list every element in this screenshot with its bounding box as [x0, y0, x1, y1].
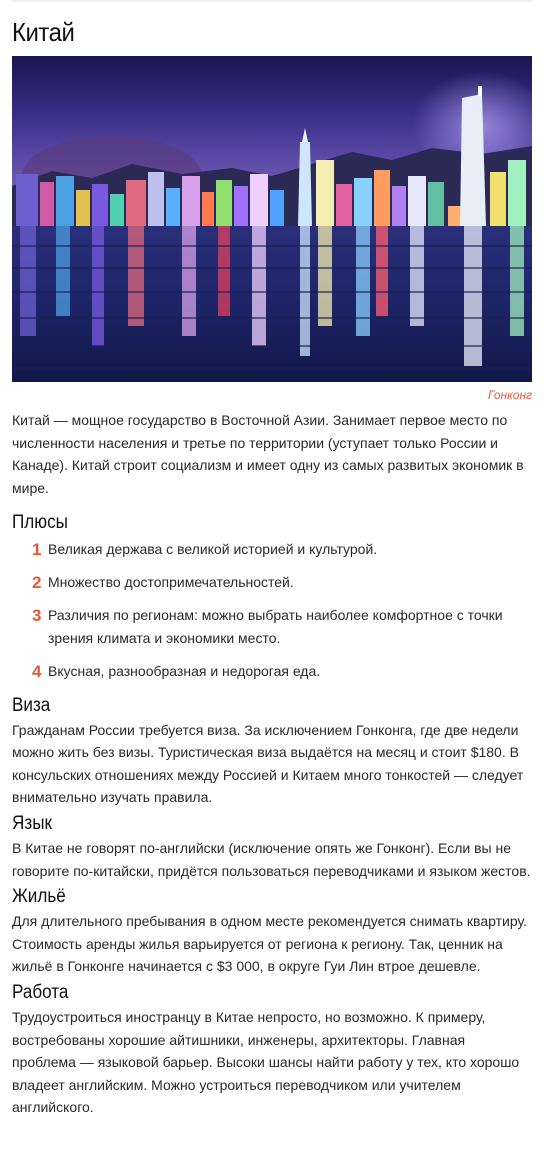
- page-title: Китай: [12, 17, 75, 47]
- section-language: [12, 811, 532, 882]
- list-item: [12, 538, 532, 561]
- list-text: Великая держава с великой историей и культурой.: [48, 541, 378, 558]
- article: [0, 2, 544, 1119]
- section-housing: [12, 884, 532, 978]
- pros-heading: Плюсы: [12, 512, 68, 534]
- section-text: В Китае не говорят по-английски (исключение опять же Гонконг). Если вы не говорите по-китайски, придётся пользоваться переводчиками и языком жестов.: [12, 839, 531, 879]
- section-heading: Виза: [12, 694, 51, 716]
- hongkong-night-photo: [12, 56, 532, 382]
- section-heading: Язык: [12, 812, 52, 834]
- list-number: 3: [32, 606, 42, 626]
- section-heading: Жильё: [12, 886, 66, 908]
- intro-paragraph: Китай — мощное государство в Восточной Азии. Занимает первое место по численности населения и третье по территории (уступает только России и Канаде). Китай строит социализм и имеет одну из самых развитых экономик в мире.: [12, 412, 524, 496]
- section-text: Гражданам России требуется виза. За исключением Гонконга, где две недели можно жить без визы. Туристическая виза выдаётся на месяц и стоит $180. В консульских отношениях между Россией и Китаем много тонкостей — следует внимательно изучать правила.: [12, 721, 524, 806]
- section-heading: Работа: [12, 981, 69, 1003]
- list-item: [12, 660, 532, 683]
- list-number: 1: [32, 540, 42, 560]
- list-text: Различия по регионам: можно выбрать наиболее комфортное с точки зрения климата и экономики место.: [48, 607, 503, 646]
- list-number: 2: [32, 573, 42, 593]
- section-text: Трудоустроиться иностранцу в Китае непросто, но возможно. К примеру, востребованы хорошие айтишники, инженеры, архитекторы. Главная проблема — языковой барьер. Высоки шансы найти работу у тех, кто хорошо владеет английским. Можно устроиться переводчиком или учителем английского.: [12, 1008, 520, 1116]
- pros-list: [12, 538, 532, 682]
- list-item: [12, 571, 532, 594]
- section-work: [12, 980, 532, 1119]
- list-text: Множество достопримечательностей.: [48, 574, 294, 591]
- image-caption: Гонконг: [488, 388, 532, 402]
- list-item: [12, 604, 532, 649]
- list-number: 4: [32, 661, 42, 681]
- section-text: Для длительного пребывания в одном месте рекомендуется снимать квартиру. Стоимость аренды жилья варьируется от региона к региону. Так, ценник на жильё в Гонконге начинается с $3 000, в округе Гуи Лин втрое дешевле.: [12, 913, 527, 975]
- section-visa: [12, 693, 532, 809]
- list-text: Вкусная, разнообразная и недорогая еда.: [48, 662, 321, 679]
